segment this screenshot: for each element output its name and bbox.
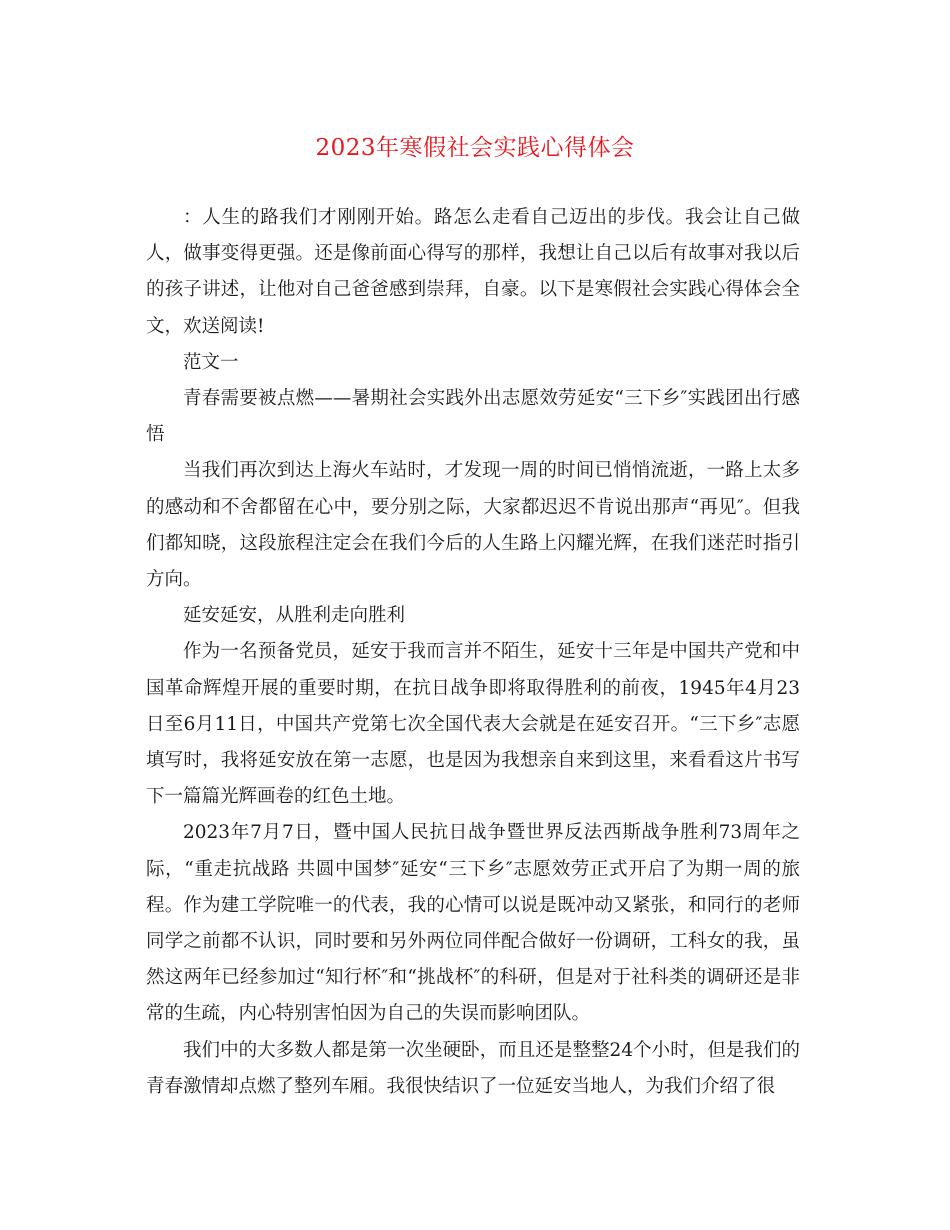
- section-heading-yanan: 延安延安，从胜利走向胜利: [183, 605, 406, 627]
- article-subtitle: 青春需要被点燃——暑期社会实践外出志愿效劳延安“三下乡″实践团出行感悟: [146, 388, 800, 446]
- intro-paragraph: ：人生的路我们才刚刚开始。路怎么走看自己迈出的步伐。我会让自己做人，做事变得更强。还是像前面心得写的那样，我想让自己以后有故事对我以后的孩子讲述，让他对自己爸爸感到崇拜，自豪。以下是寒假社会实践心得体会全文，欢送阅读!: [146, 207, 800, 337]
- section-heading-sample-one: 范文一: [183, 351, 239, 373]
- body-paragraph: 作为一名预备党员，延安于我而言并不陌生，延安十三年是中国共产党和中国革命辉煌开展的重要时期，在抗日战争即将取得胜利的前夜，1945年4月23日至6月11日，中国共产党第七次全国代表大会就是在延安召开。“三下乡″志愿填写时，我将延安放在第一志愿，也是因为我想亲自来到这里，来看看这片书写下一篇篇光辉画卷的红色土地。: [146, 641, 800, 808]
- body-paragraph: 我们中的大多数人都是第一次坐硬卧，而且还是整整24个小时，但是我们的青春激情却点燃了整列车厢。我很快结识了一位延安当地人，为我们介绍了很: [146, 1039, 800, 1097]
- body-paragraph: 2023年7月7日，暨中国人民抗日战争暨世界反法西斯战争胜利73周年之际，“重走抗战路 共圆中国梦″延安“三下乡″志愿效劳正式开启了为期一周的旅程。作为建工学院唯一的代表，我的心情可以说是既冲动又紧张，和同行的老师同学之前都不认识，同时要和另外两位同伴配合做好一份调研，工科女的我，虽然这两年已经参加过“知行杯″和“挑战杯″的科研，但是对于社科类的调研还是非常的生疏，内心特别害怕因为自己的失误而影响团队。: [146, 822, 800, 1025]
- body-paragraph: 当我们再次到达上海火车站时，才发现一周的时间已悄悄流逝，一路上太多的感动和不舍都留在心中，要分别之际，大家都迟迟不肯说出那声“再见″。但我们都知晓，这段旅程注定会在我们今后的人生路上闪耀光辉，在我们迷茫时指引方向。: [146, 460, 800, 591]
- document-body: [146, 200, 800, 1105]
- document-title: 2023年寒假社会实践心得体会: [315, 135, 635, 161]
